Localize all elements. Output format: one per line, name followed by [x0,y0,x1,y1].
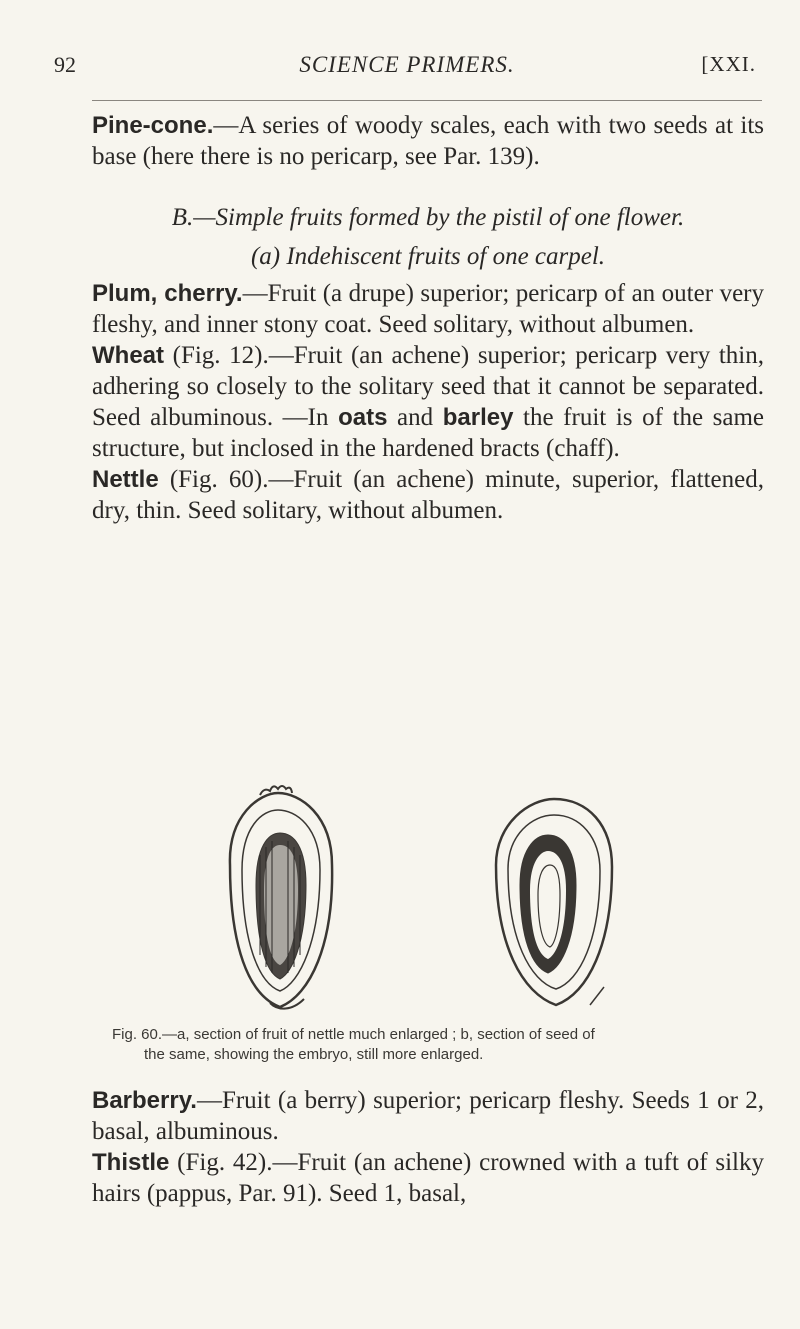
term-barley: barley [442,404,514,431]
figure-caption [112,1025,772,1065]
section-marker: [XXI. [701,52,756,76]
running-header [54,52,760,86]
paragraph-nettle [92,464,764,526]
paragraph-thistle [92,1147,764,1209]
subsection-heading-a: (a) Indehiscent fruits of one carpel. [250,243,606,270]
fruit-section-illustration [230,786,332,1009]
term-pine-cone: Pine-cone. [92,112,214,139]
paragraph-text: and [387,404,443,431]
page-number: 92 [54,52,76,77]
header-rule [92,100,762,101]
paragraph-wheat [92,340,764,464]
term-oats: oats [338,404,388,431]
nettle-section-figure [200,755,720,1055]
paragraph-text: (Fig. 42).—Fruit (an achene) crowned with a tuft of silky hairs (pappus, Par. 91). Seed 1, basal, [92,1149,764,1207]
paragraph-text: (Fig. 60).—Fruit (an achene) minute, superior, flattened, dry, thin. Seed solitary, without albumen. [92,466,764,524]
paragraph-text: —Fruit (a berry) superior; pericarp fleshy. Seeds 1 or 2, basal, albuminous. [92,1087,764,1145]
paragraph-barberry [92,1085,764,1147]
paragraph-text: —Fruit (a drupe) superior; pericarp of an outer very fleshy, and inner stony coat. Seed solitary, without albumen. [92,280,764,338]
caption-line-1: Fig. 60.—a, section of fruit of nettle much enlarged ; b, section of seed of [112,1026,595,1043]
running-title: SCIENCE PRIMERS. [299,52,515,77]
term-barberry: Barberry. [92,1087,197,1114]
caption-line-2: the same, showing the embryo, still more enlarged. [144,1046,484,1063]
text-block-lower [92,1085,764,1209]
term-plum-cherry: Plum, cherry. [92,280,243,307]
paragraph-text: —A series of woody scales, each with two seeds at its base (here there is no pericarp, see Par. 139). [92,112,764,170]
seed-section-illustration [496,799,612,1005]
paragraph-pine-cone [92,110,764,172]
term-wheat: Wheat [92,342,164,369]
paragraph-plum-cherry [92,278,764,340]
term-thistle: Thistle [92,1149,170,1176]
paragraph-text: (Fig. 12).—Fruit (an achene) superior; pericarp very thin, adhering so closely to the solitary seed that it cannot be separated. Seed albuminous. —In [92,342,764,431]
section-heading-b: B.—Simple fruits formed by the pistil of one flower. [171,204,685,231]
text-block-upper [92,110,764,526]
paragraph-text: the fruit is of the same structure, but inclosed in the hardened bracts (chaff). [92,404,764,462]
term-nettle: Nettle [92,466,159,493]
